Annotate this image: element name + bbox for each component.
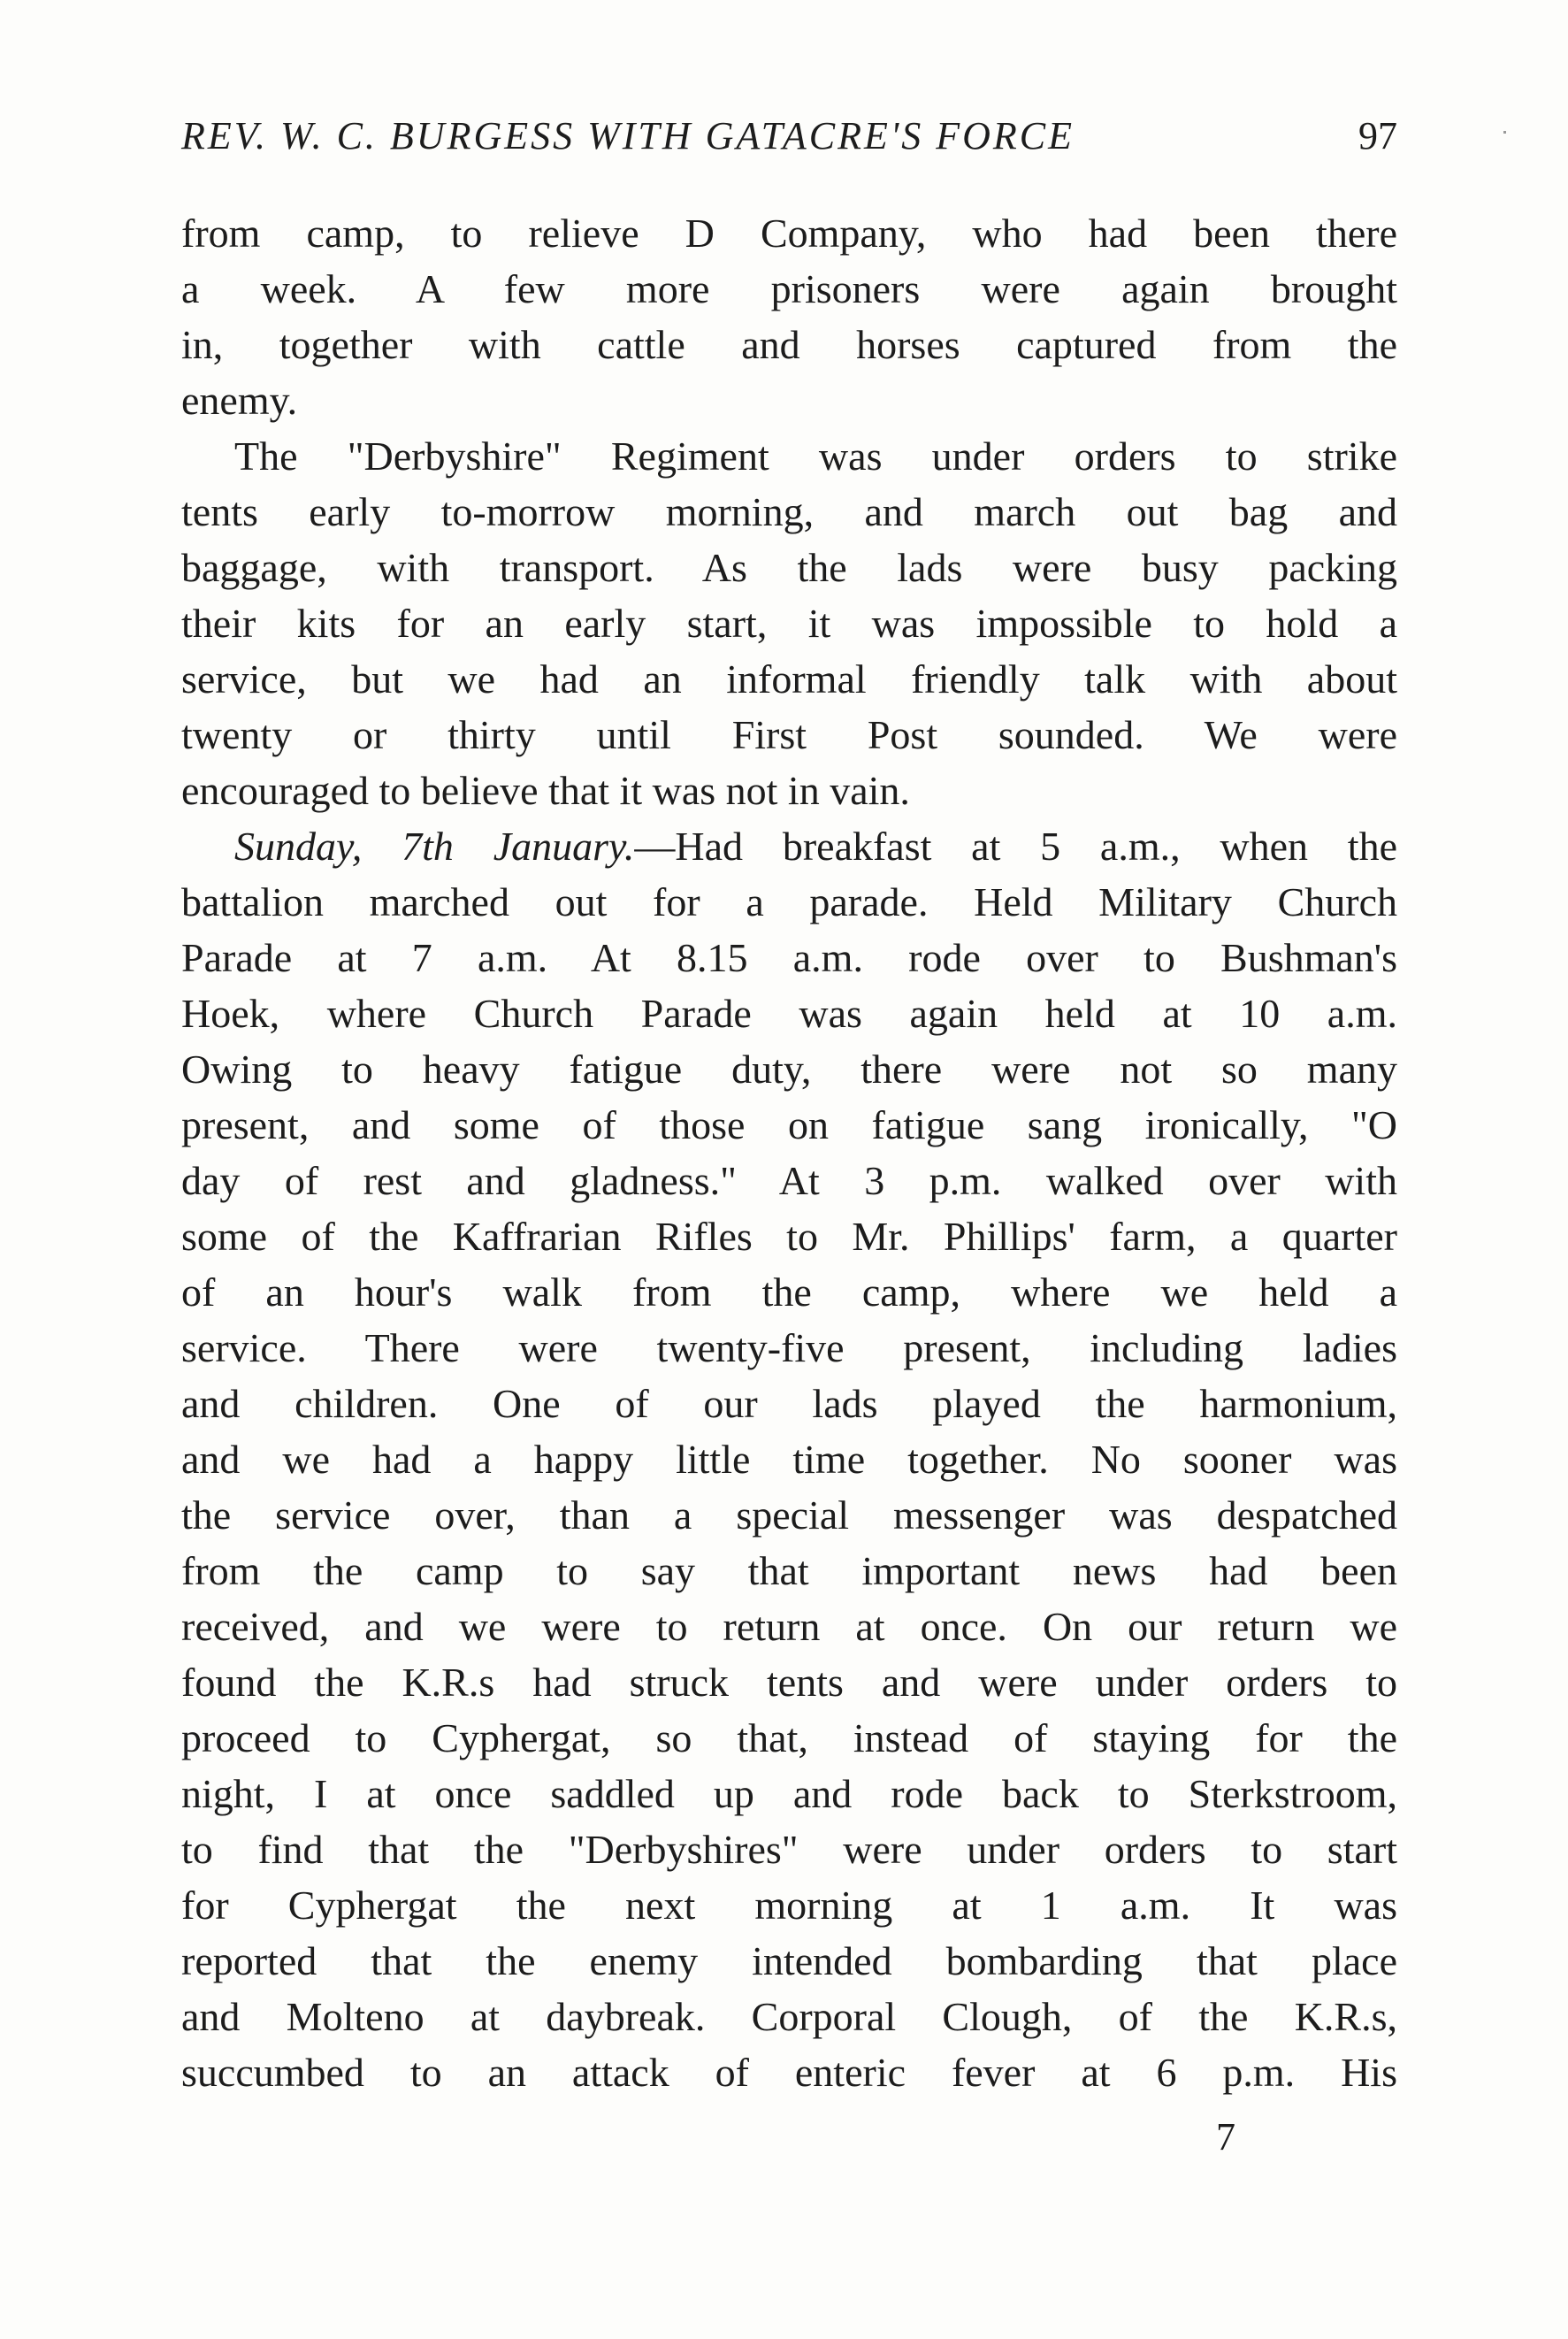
- text-line: and Molteno at daybreak. Corporal Clough, of the K.R.s,: [181, 1994, 1397, 2039]
- stray-ink-mark: [1503, 131, 1506, 134]
- text-line: some of the Kaffrarian Rifles to Mr. Phillips' farm, a quarter: [181, 1214, 1397, 1259]
- text-line: from camp, to relieve D Company, who had been there: [181, 211, 1397, 256]
- text-line: Owing to heavy fatigue duty, there were not so many: [181, 1047, 1397, 1092]
- text-line: Parade at 7 a.m. At 8.15 a.m. rode over to Bushman's: [181, 935, 1397, 980]
- signature-mark: 7: [1216, 2115, 1235, 2159]
- text-line: baggage, with transport. As the lads were busy packing: [181, 545, 1397, 590]
- paragraph-3: [181, 818, 1397, 2100]
- text-line: from the camp to say that important news had been: [181, 1548, 1397, 1593]
- paragraph-1: [181, 205, 1397, 428]
- text-line: The "Derbyshire" Regiment was under orders to strike: [234, 433, 1397, 479]
- text-line: service. There were twenty-five present, including ladies: [181, 1325, 1397, 1370]
- page-number: 97: [1358, 114, 1397, 157]
- running-head: [181, 113, 1397, 166]
- paragraph-2: [181, 428, 1397, 818]
- text-line: to find that the "Derbyshires" were under orders to start: [181, 1827, 1397, 1872]
- text-line: battalion marched out for a parade. Held Military Church: [181, 879, 1397, 924]
- text-line: present, and some of those on fatigue sang ironically, "O: [181, 1102, 1397, 1147]
- text-line: service, but we had an informal friendly talk with about: [181, 656, 1397, 702]
- date-label: Sunday, 7th January.: [234, 824, 635, 869]
- text-line: proceed to Cyphergat, so that, instead of staying for the: [181, 1715, 1397, 1760]
- text-line: succumbed to an attack of enteric fever at 6 p.m. His: [181, 2050, 1397, 2095]
- text-line: reported that the enemy intended bombarding that place: [181, 1938, 1397, 1983]
- body-text: [181, 205, 1397, 2100]
- text-line: encouraged to believe that it was not in vain.: [181, 768, 910, 813]
- text-line: Hoek, where Church Parade was again held at 10 a.m.: [181, 991, 1397, 1036]
- text-line: tents early to-morrow morning, and march out bag and: [181, 489, 1397, 534]
- text-line: found the K.R.s had struck tents and were under orders to: [181, 1660, 1397, 1705]
- text-line: and we had a happy little time together. No sooner was: [181, 1437, 1397, 1482]
- running-title: REV. W. C. BURGESS WITH GATACRE'S FORCE: [181, 114, 1075, 157]
- text-line: for Cyphergat the next morning at 1 a.m. It was: [181, 1883, 1397, 1928]
- text-line: received, and we were to return at once. On our return we: [181, 1604, 1397, 1649]
- text-line: of an hour's walk from the camp, where we held a: [181, 1269, 1397, 1315]
- date-line-rest: —Had breakfast at 5 a.m., when the: [634, 824, 1398, 869]
- text-line: night, I at once saddled up and rode back to Sterkstroom,: [181, 1771, 1397, 1816]
- text-line: in, together with cattle and horses captured from the: [181, 322, 1397, 367]
- text-line: a week. A few more prisoners were again brought: [181, 266, 1397, 311]
- text-line: enemy.: [181, 378, 298, 423]
- text-line: and children. One of our lads played the harmonium,: [181, 1381, 1397, 1426]
- text-line: the service over, than a special messenger was despatched: [181, 1492, 1397, 1538]
- text-line: twenty or thirty until First Post sounded. We were: [181, 712, 1397, 757]
- text-line: day of rest and gladness." At 3 p.m. walked over with: [181, 1158, 1397, 1203]
- text-line-dated: [181, 818, 1397, 874]
- text-line: their kits for an early start, it was impossible to hold a: [181, 601, 1397, 646]
